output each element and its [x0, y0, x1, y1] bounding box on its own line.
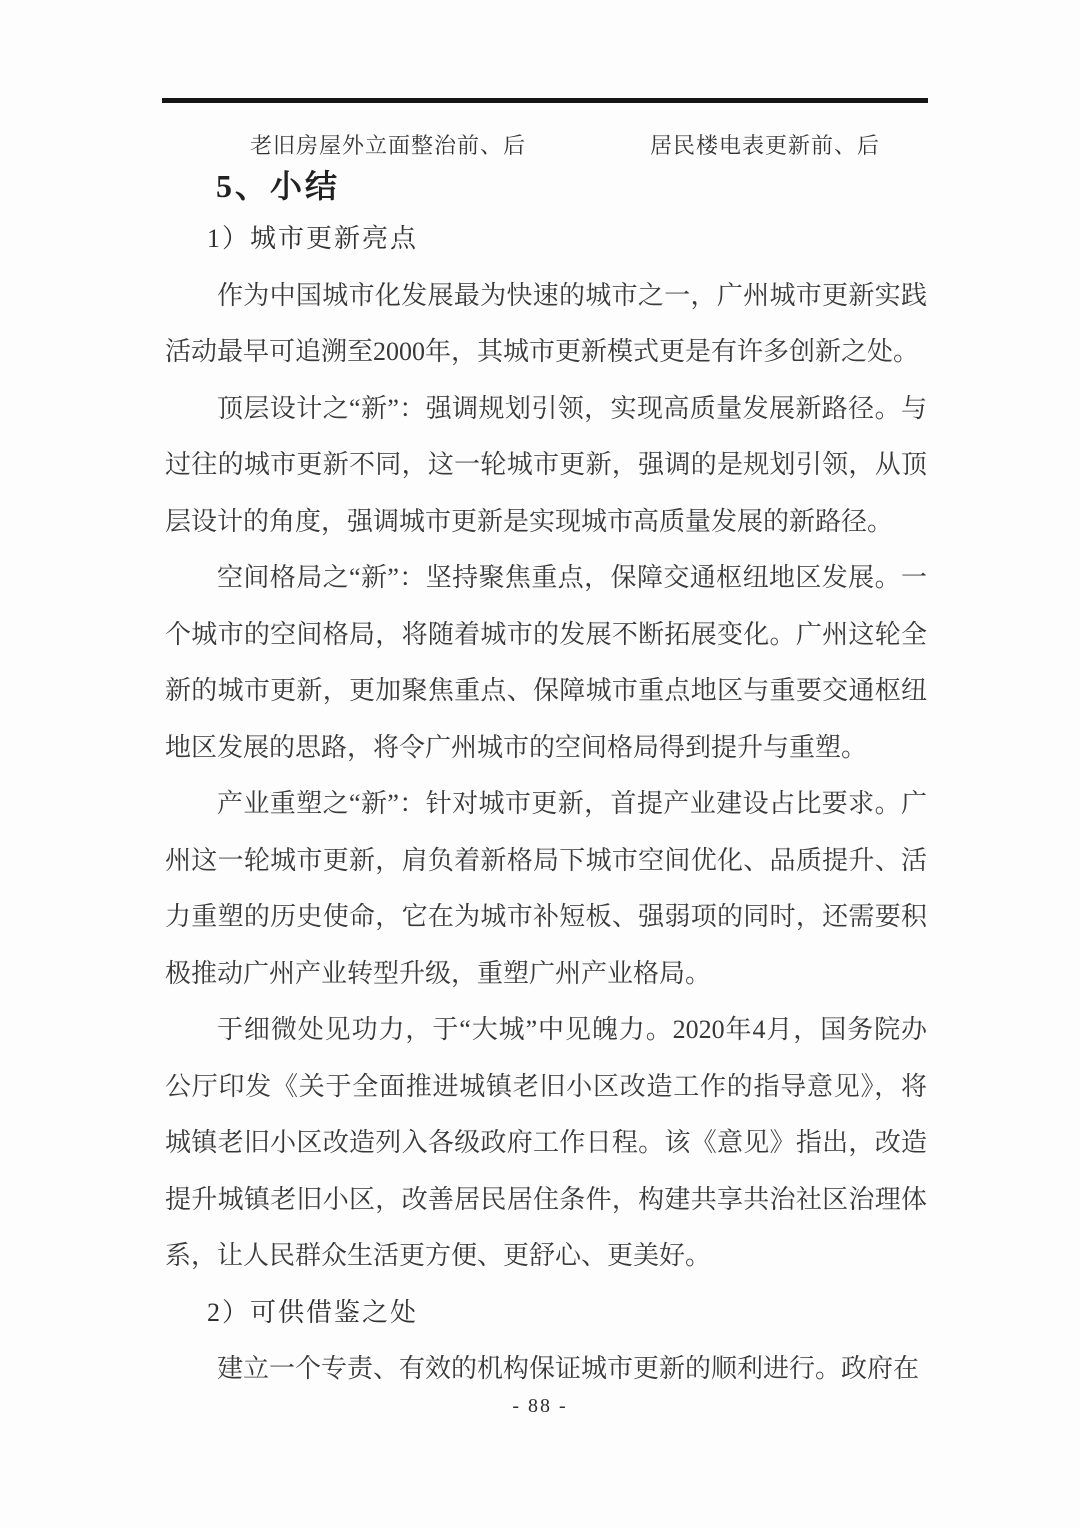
body-column [165, 211, 927, 1398]
figure-caption-left: 老旧房屋外立面整治前、后 [250, 133, 527, 158]
page-number: - 88 - [512, 1395, 568, 1417]
subheading-lessons-learned: 2）可供借鉴之处 [207, 1297, 419, 1327]
paragraph: 作为中国城市化发展最为快速的城市之一，广州城市更新实践活动最早可追溯至2000年，其城市更新模式更是有许多创新之处。 [165, 280, 927, 366]
paragraph: 于细微处见功力，于“大城”中见魄力。2020年4月，国务院办公厅印发《关于全面推进城镇老旧小区改造工作的指导意见》，将城镇老旧小区改造列入各级政府工作日程。该《意见》指出，改造提升城镇老旧小区，改善居民居住条件，构建共享共治社区治理体系，让人民群众生活更方便、更舒心、更美好。 [165, 1015, 927, 1270]
paragraph: 空间格局之“新”：坚持聚焦重点，保障交通枢纽地区发展。一个城市的空间格局，将随着城市的发展不断拓展变化。广州这轮全新的城市更新，更加聚焦重点、保障城市重点地区与重要交通枢纽地区发展的思路，将令广州城市的空间格局得到提升与重塑。 [165, 563, 927, 762]
subheading-city-renewal-highlights: 1）城市更新亮点 [207, 224, 419, 253]
figure-caption-right: 居民楼电表更新前、后 [650, 133, 881, 158]
figure-bottom-rule [162, 98, 928, 103]
section-heading: 5、小结 [216, 168, 341, 204]
paragraph: 顶层设计之“新”：强调规划引领，实现高质量发展新路径。与过往的城市更新不同，这一轮城市更新，强调的是规划引领，从顶层设计的角度，强调城市更新是实现城市高质量发展的新路径。 [165, 393, 927, 536]
paragraph: 建立一个专责、有效的机构保证城市更新的顺利进行。政府在 [217, 1354, 920, 1383]
paragraph: 产业重塑之“新”：针对城市更新，首提产业建设占比要求。广州这一轮城市更新，肩负着新格局下城市空间优化、品质提升、活力重塑的历史使命，它在为城市补短板、强弱项的同时，还需要积极推动广州产业转型升级，重塑广州产业格局。 [165, 789, 927, 988]
